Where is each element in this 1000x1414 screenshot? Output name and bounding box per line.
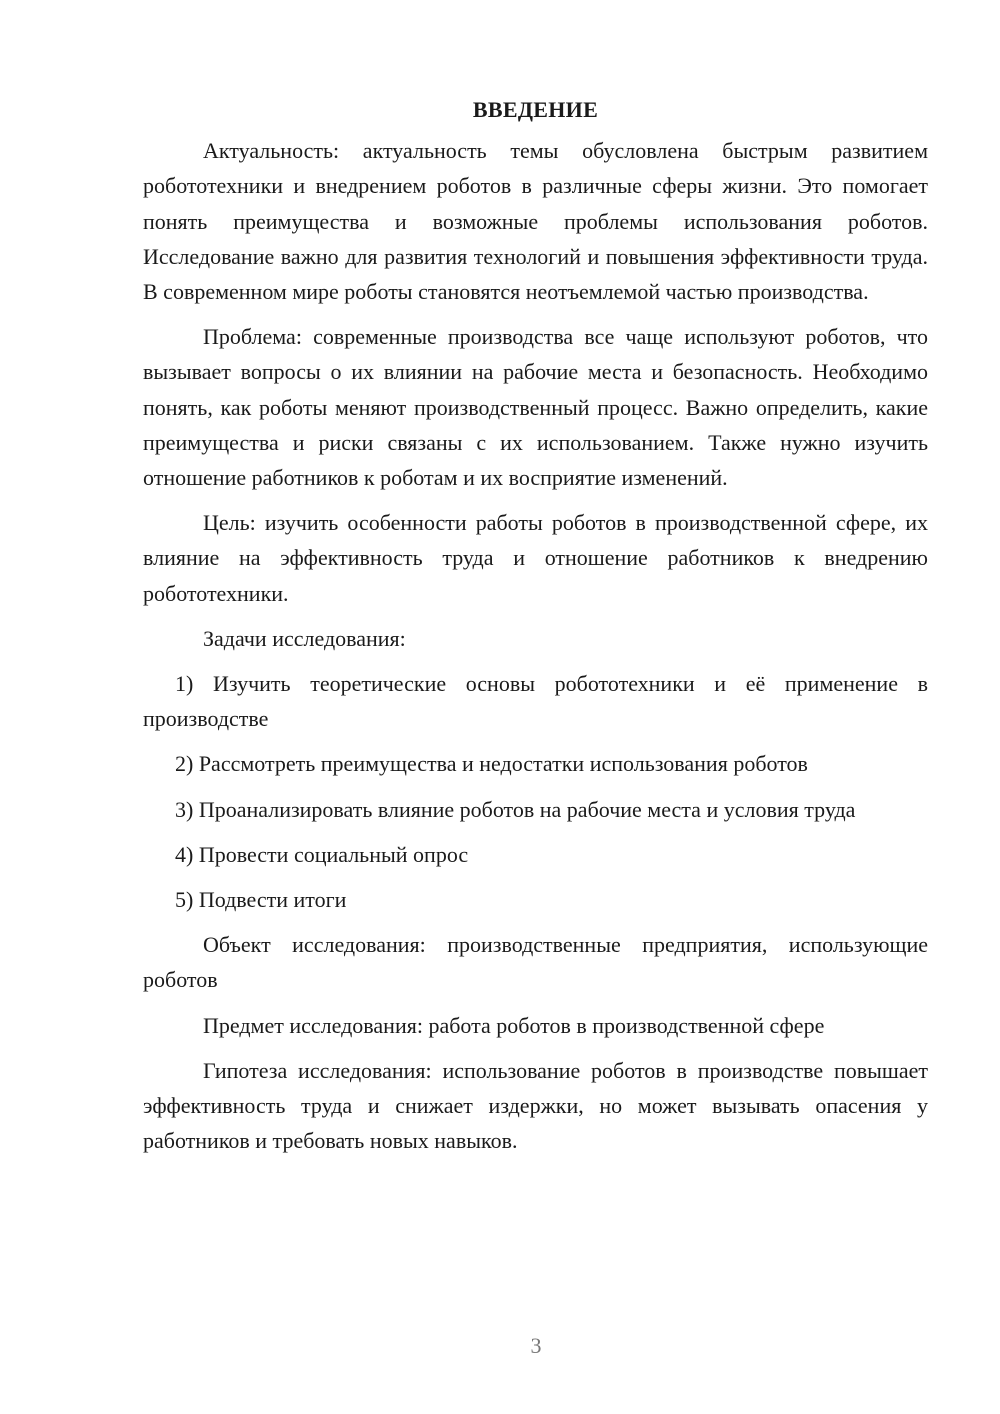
task-item-5: 5) Подвести итоги	[175, 887, 347, 913]
task-item-4: 4) Провести социальный опрос	[175, 841, 469, 867]
paragraph-problem: Проблема: современные производства все чаще используют роботов, что вызывает вопросы о их влиянии на рабочие места и безопасность. Необходимо понять, как роботы меняют производственный процесс. Важно определить, какие преимущества и риски связаны с их использованием. Также нужно изучить отношение работников к роботам и их восприятие изменений.	[143, 324, 928, 491]
paragraph-tasks-heading: Задачи исследования:	[203, 625, 406, 651]
section-title: ВВЕДЕНИЕ	[472, 97, 599, 122]
page-number: 3	[530, 1333, 542, 1358]
task-item-3: 3) Проанализировать влияние роботов на рабочие места и условия труда	[175, 796, 856, 822]
task-item-1: 1) Изучить теоретические основы робототехники и её применение в производстве	[143, 671, 928, 732]
paragraph-subject: Предмет исследования: работа роботов в производственной сфере	[203, 1012, 825, 1038]
document-page	[143, 92, 928, 1168]
paragraph-hypothesis: Гипотеза исследования: использование роботов в производстве повышает эффективность труда и снижает издержки, но может вызывать опасения у работников и требовать новых навыков.	[143, 1057, 928, 1154]
paragraph-object: Объект исследования: производственные предприятия, использующие роботов	[143, 932, 928, 993]
paragraph-goal: Цель: изучить особенности работы роботов в производственной сфере, их влияние на эффективность труда и отношение работников к внедрению робототехники.	[143, 510, 928, 606]
task-item-2: 2) Рассмотреть преимущества и недостатки использования роботов	[175, 751, 808, 777]
paragraph-relevance: Актуальность: актуальность темы обусловлена быстрым развитием робототехники и внедрением роботов в различные сферы жизни. Это помогает понять преимущества и возможные проблемы использования роботов. Исследование важно для развития технологий и повышения эффективности труда. В современном мире роботы становятся неотъемлемой частью производства.	[143, 138, 928, 305]
